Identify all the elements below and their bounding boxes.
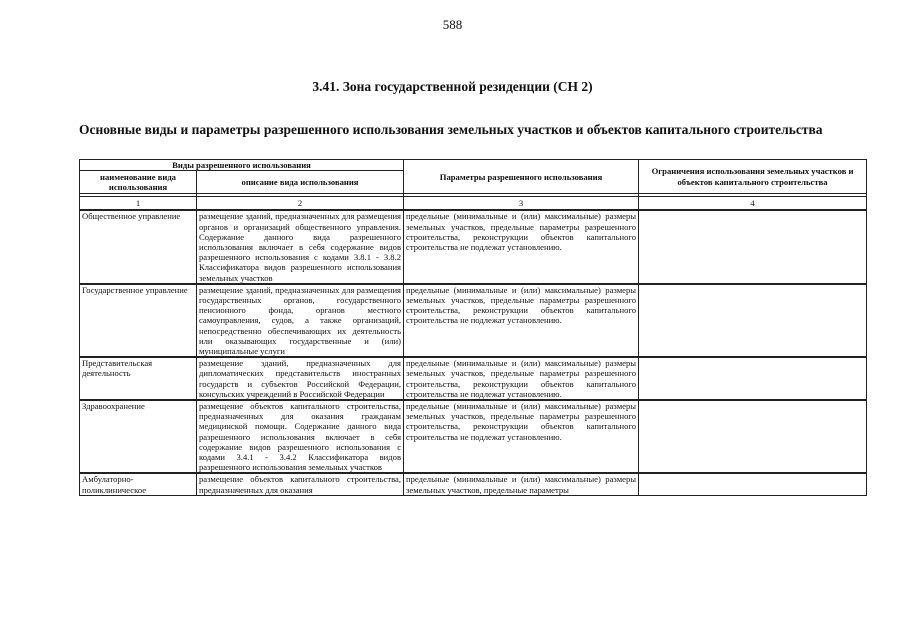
use-name: Амбулаторно-поликлиническое: [80, 473, 197, 495]
column-number: 4: [639, 197, 867, 211]
header-group-title: Виды разрешенного использования: [80, 160, 404, 171]
use-description: размещение зданий, предназначенных для размещения государственных органов, государственного пенсионного фонда, органов местного самоуправления, судов, а также организаций, непосредственно обеспечивающих их деятельность или оказывающих государственные и (или) муниципальные услуги: [197, 284, 404, 357]
section-title: 3.41. Зона государственной резиденции (СН 2): [312, 79, 593, 94]
use-name: Общественное управление: [80, 210, 197, 283]
use-name: Здравоохранение: [80, 400, 197, 473]
header-restrictions: Ограничения использования земельных участков и объектов капитального строительства: [639, 160, 867, 194]
use-name: Государственное управление: [80, 284, 197, 357]
use-parameters: предельные (минимальные и (или) максимальные) размеры земельных участков, предельные параметры разрешенного строительства, реконструкции объектов капитального строительства не подлежат установлению.: [404, 284, 639, 357]
table-row: [80, 210, 867, 283]
use-description: размещение зданий, предназначенных для размещения органов и организаций общественного управления. Содержание данного вида разрешенного использования включает в себя содержание видов разрешенного использования с кодами 3.8.1 - 3.8.2 Классификатора видов разрешенного использования земельных участков: [197, 210, 404, 283]
page-number: 588: [442, 17, 463, 32]
use-restrictions: [639, 473, 867, 495]
use-restrictions: [639, 210, 867, 283]
use-parameters: предельные (минимальные и (или) максимальные) размеры земельных участков, предельные параметры разрешенного строительства, реконструкции объектов капитального строительства не подлежат установлению.: [404, 400, 639, 473]
header-parameters: Параметры разрешенного использования: [404, 160, 639, 194]
document-heading: Основные виды и параметры разрешенного использования земельных участков и объектов капитального строительства: [79, 122, 823, 137]
table-row: [80, 400, 867, 473]
use-name: Представительская деятельность: [80, 357, 197, 400]
column-number: 2: [197, 197, 404, 211]
header-description: описание вида использования: [197, 171, 404, 194]
use-restrictions: [639, 284, 867, 357]
use-restrictions: [639, 357, 867, 400]
column-number: 1: [80, 197, 197, 211]
use-parameters: предельные (минимальные и (или) максимальные) размеры земельных участков, предельные параметры: [404, 473, 639, 495]
table-row: [80, 284, 867, 357]
use-description: размещение объектов капитального строительства, предназначенных для оказания: [197, 473, 404, 495]
use-description: размещение объектов капитального строительства, предназначенных для оказания гражданам медицинской помощи. Содержание данного вида разрешенного использования включает в себя содержание видов разрешенного использования с кодами 3.4.1 - 3.4.2 Классификатора видов разрешенного использования земельных участков: [197, 400, 404, 473]
use-parameters: предельные (минимальные и (или) максимальные) размеры земельных участков, предельные параметры разрешенного строительства, реконструкции объектов капитального строительства не подлежат установлению.: [404, 210, 639, 283]
use-parameters: предельные (минимальные и (или) максимальные) размеры земельных участков, предельные параметры разрешенного строительства, реконструкции объектов капитального строительства не подлежат установлению.: [404, 357, 639, 400]
header-name: наименование вида использования: [80, 171, 197, 194]
land-use-table: [79, 159, 867, 496]
column-number: 3: [404, 197, 639, 211]
use-description: размещение зданий, предназначенных для дипломатических представительств иностранных государств и субъектов Российской Федерации, консульских учреждений в Российской Федерации: [197, 357, 404, 400]
use-restrictions: [639, 400, 867, 473]
table-row: [80, 357, 867, 400]
table-row: [80, 473, 867, 495]
